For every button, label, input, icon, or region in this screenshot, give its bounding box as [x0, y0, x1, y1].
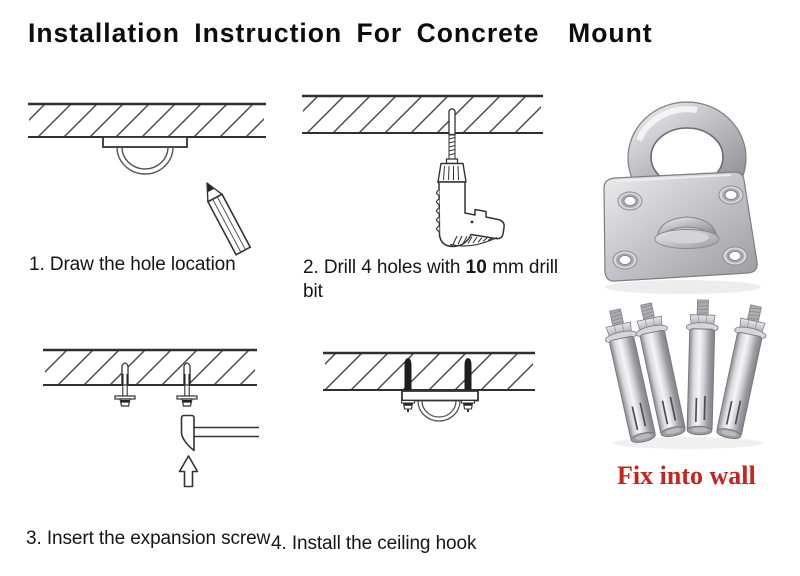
hook-location-outline [103, 137, 187, 174]
ceiling-hatch-section [28, 104, 266, 137]
expansion-bolt [712, 303, 771, 442]
step2-caption-line1: 2. Drill 4 holes with 10 mm drill [303, 257, 558, 278]
corner-hole [613, 251, 637, 269]
step1-caption: 1. Draw the hole location [29, 254, 236, 275]
ceiling-hatch-section [323, 353, 535, 390]
drilled-hole [449, 109, 455, 135]
fix-into-wall-label: Fix into wall [617, 461, 756, 490]
step4-caption: 4. Install the ceiling hook [271, 533, 477, 554]
expansion-bolt [683, 300, 719, 436]
page-title: Installation Instruction For Concrete Mount [28, 18, 653, 48]
step3-caption: 3. Insert the expansion screw [26, 528, 271, 549]
drill-bit-size: 10 [465, 257, 488, 278]
hammer-icon [182, 416, 260, 451]
plate-shadow [605, 280, 761, 294]
step1-diagram [28, 95, 268, 260]
step2-caption-line2: bit [303, 281, 323, 302]
ceiling-hatch-section [302, 96, 543, 133]
ceiling-hatch-section [43, 350, 257, 385]
expansion-bolts-photo [593, 293, 798, 463]
swivel-eye-plate-photo [583, 68, 788, 308]
step2-diagram [300, 88, 550, 268]
corner-hole [723, 247, 747, 265]
step4-diagram [318, 345, 538, 430]
up-arrow-icon [180, 456, 198, 487]
drill-icon [437, 135, 505, 247]
corner-hole [719, 186, 743, 204]
step2-caption [303, 256, 565, 304]
pencil-icon [200, 179, 250, 254]
step3-diagram [25, 340, 275, 505]
corner-hole [618, 192, 642, 210]
